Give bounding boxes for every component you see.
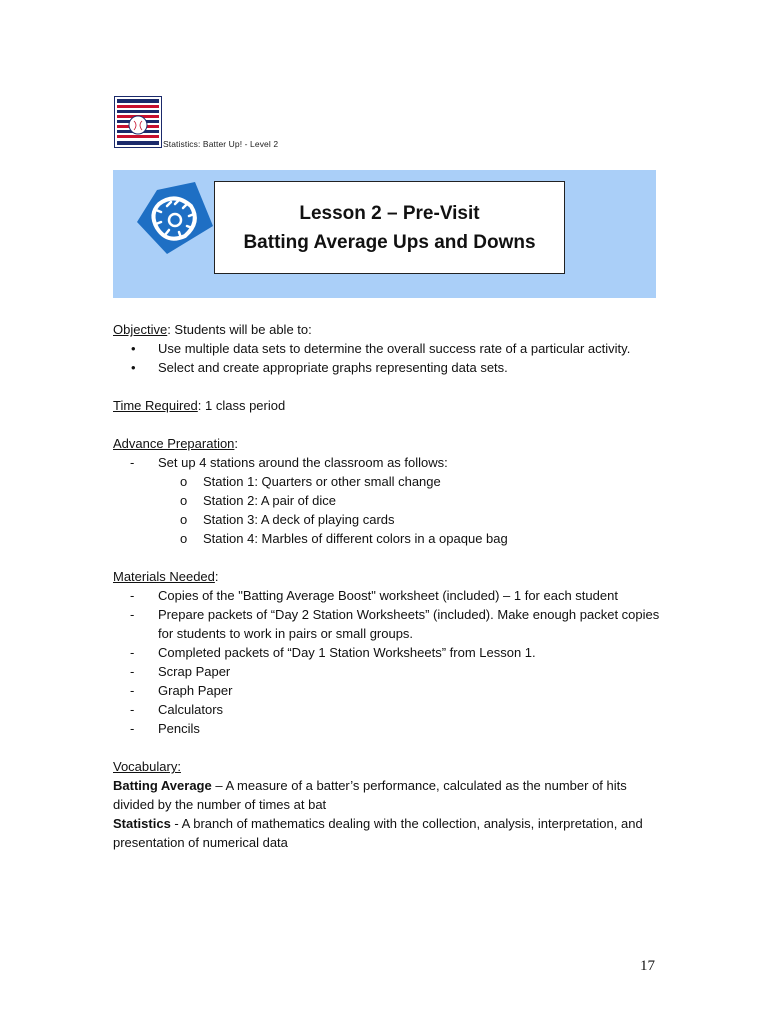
hall-of-fame-logo: [114, 96, 162, 148]
list-item: - Prepare packets of “Day 2 Station Worksheets” (included). Make enough packet copies for students to work in pairs or small groups.: [130, 607, 660, 641]
list-item: o Station 4: Marbles of different colors in a opaque bag: [180, 531, 508, 546]
lesson-title-box: [214, 181, 565, 274]
objective-label: Objective: [113, 322, 168, 337]
document-header: Statistics: Batter Up! - Level 2: [163, 139, 279, 149]
time-required-label: Time Required: [113, 398, 198, 413]
list-item: o Station 1: Quarters or other small change: [180, 474, 441, 489]
objective-section: [113, 320, 663, 377]
vocabulary-section: [113, 757, 663, 852]
list-item: o Station 3: A deck of playing cards: [180, 512, 395, 527]
list-item: - Calculators: [130, 702, 224, 717]
list-item: - Set up 4 stations around the classroom as follows:: [130, 455, 448, 470]
list-item: - Completed packets of “Day 1 Station Worksheets” from Lesson 1.: [130, 645, 536, 660]
list-item: - Scrap Paper: [130, 664, 231, 679]
list-item: • Use multiple data sets to determine the overall success rate of a particular activity.: [131, 341, 631, 356]
objective-list: [113, 339, 663, 377]
lesson-content: [113, 320, 663, 852]
page-number: 17: [640, 958, 655, 974]
list-item: - Graph Paper: [130, 683, 233, 698]
objective-text: : Students will be able to:: [167, 322, 312, 337]
time-required-text: : 1 class period: [197, 398, 286, 413]
list-item: - Copies of the "Batting Average Boost" worksheet (included) – 1 for each student: [130, 588, 618, 603]
vocabulary-term: Batting Average – A measure of a batter’s performance, calculated as the number of hits divided by the number of times at bat: [113, 778, 627, 812]
stations-list: [113, 472, 663, 548]
lesson-subtitle: Batting Average Ups and Downs: [243, 231, 536, 253]
lesson-title: Lesson 2 – Pre-Visit: [299, 202, 480, 224]
vocabulary-label: Vocabulary:: [113, 759, 181, 774]
lesson-banner: [113, 170, 656, 298]
list-item: o Station 2: A pair of dice: [180, 493, 336, 508]
materials-label: Materials Needed: [113, 569, 215, 584]
baseball-diamond-icon: [137, 182, 213, 254]
materials-section: Materials Needed: - Copies of the "Batting Average Boost" worksheet (included) – 1 for each student - Prepare packets of “Day 2 Station Worksheets” (included). Make enough packet copies for students to work in pairs or small groups. - Completed packets of “Day 1 Station Worksheets” from Lesson 1. - Scrap Paper - Graph Paper - Calculators - Pencils: [113, 567, 663, 738]
time-required-section: [113, 396, 663, 415]
list-item: • Select and create appropriate graphs representing data sets.: [131, 360, 508, 375]
advance-preparation-section: Advance Preparation: - Set up 4 stations around the classroom as follows: o Station 1: Quarters or other small change o Station 2: A pair of dice o Station 3: A deck of playing cards o Station 4: Marbles of different colors in a opaque bag: [113, 434, 663, 548]
materials-list: [113, 586, 663, 738]
list-item: - Pencils: [130, 721, 200, 736]
advance-preparation-label: Advance Preparation: [113, 436, 235, 451]
vocabulary-term: Statistics - A branch of mathematics dealing with the collection, analysis, interpretation, and presentation of numerical data: [113, 816, 643, 850]
